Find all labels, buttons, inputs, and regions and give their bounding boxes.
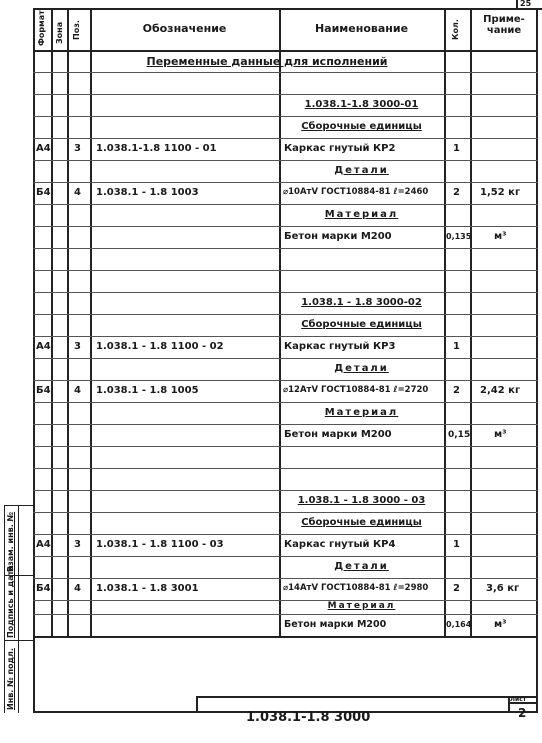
row-qty: 1 [453, 341, 460, 352]
row-qty: 0,164 [446, 620, 472, 629]
side-stamp-vzam: Взам. инв. № [6, 511, 15, 572]
row-designation: 1.038.1 - 1.8 1100 - 02 [96, 341, 224, 352]
col-line-6 [470, 8, 472, 636]
sheet-number: 2 [518, 706, 527, 720]
section-title: Переменные данные для исполнений [146, 55, 388, 68]
row-name: Каркас гнутый КР4 [284, 539, 396, 550]
row-designation: 1.038.1-1.8 1100 - 01 [96, 143, 217, 154]
row-name: ⌀12АтⅤ ГОСТ10884-81 ℓ=2720 [283, 385, 429, 395]
row-qty: 2 [453, 385, 460, 396]
parts-heading: Детали [334, 561, 389, 572]
row-format: Б4 [36, 187, 51, 198]
row-pos: 3 [74, 143, 81, 154]
row-note: м³ [494, 429, 507, 440]
document-code: 1.038.1-1.8 3000 [246, 710, 371, 725]
header-divider [33, 50, 538, 52]
assembly-heading: Сборочные единицы [301, 319, 422, 330]
header-pos: Поз. [72, 20, 81, 40]
row-note: 2,42 кг [480, 385, 521, 396]
row-note: 1,52 кг [480, 187, 521, 198]
col-line-1 [51, 8, 53, 636]
titleblock-left-stub [196, 696, 198, 713]
variant-heading: 1.038.1-1.8 3000-01 [304, 99, 419, 110]
row-designation: 1.038.1 - 1.8 1100 - 03 [96, 539, 224, 550]
row-pos: 4 [74, 187, 81, 198]
header-qty: Кол. [451, 19, 460, 40]
variant-heading: 1.038.1 - 1.8 3000 - 03 [297, 495, 426, 506]
row-qty: 0,135 [446, 232, 472, 241]
row-name: Бетон марки М200 [284, 231, 392, 242]
row-format: Б4 [36, 583, 51, 594]
row-name: ⌀14АтⅤ ГОСТ10884-81 ℓ=2980 [283, 583, 429, 593]
side-stamp-podpis: Подпись и дата [6, 565, 15, 638]
header-name: Наименование [314, 22, 409, 35]
row-pos: 4 [74, 583, 81, 594]
row-designation: 1.038.1 - 1.8 1003 [96, 187, 199, 198]
row-pos: 3 [74, 539, 81, 550]
header-note: Приме- чание [483, 14, 525, 36]
row-format: А4 [36, 539, 51, 550]
corner-page-number: 25 [520, 0, 532, 8]
titleblock-top [196, 696, 538, 698]
side-stamp-line-outer [4, 505, 5, 713]
row-pos: 3 [74, 341, 81, 352]
col-line-5 [444, 8, 446, 636]
side-stamp-inv: Инв. № подл. [6, 648, 15, 710]
col-line-3 [90, 8, 92, 636]
assembly-heading: Сборочные единицы [301, 517, 422, 528]
row-format: А4 [36, 143, 51, 154]
row-qty: 2 [453, 187, 460, 198]
header-format: Формат [37, 10, 46, 46]
col-line-2 [67, 8, 69, 636]
row-qty: 1 [453, 143, 460, 154]
row-qty: 0,15 [448, 430, 471, 440]
row-name: Каркас гнутый КР3 [284, 341, 396, 352]
frame-left [33, 8, 35, 713]
header-zone: Зона [55, 21, 64, 44]
table-bottom [33, 636, 538, 638]
row-format: А4 [36, 341, 51, 352]
row-qty: 1 [453, 539, 460, 550]
material-heading: Материал [324, 407, 399, 418]
row-note: 3,6 кг [486, 583, 520, 594]
row-name: Бетон марки М200 [284, 619, 387, 630]
frame-right [536, 8, 538, 713]
row-name: Каркас гнутый КР2 [284, 143, 396, 154]
material-heading: Материал [327, 601, 396, 611]
row-qty: 2 [453, 583, 460, 594]
row-designation: 1.038.1 - 1.8 3001 [96, 583, 199, 594]
row-designation: 1.038.1 - 1.8 1005 [96, 385, 199, 396]
sheet-label: Лист [510, 696, 527, 703]
side-stamp-line-inner [18, 505, 19, 713]
row-name: Бетон марки М200 [284, 429, 392, 440]
row-note: м³ [494, 231, 507, 242]
parts-heading: Детали [334, 165, 389, 176]
material-heading: Материал [324, 209, 399, 220]
row-pos: 4 [74, 385, 81, 396]
row-name: ⌀10АтⅤ ГОСТ10884-81 ℓ=2460 [283, 187, 429, 197]
parts-heading: Детали [334, 363, 389, 374]
header-designation: Обозначение [142, 22, 227, 35]
assembly-heading: Сборочные единицы [301, 121, 422, 132]
row-format: Б4 [36, 385, 51, 396]
row-note: м³ [494, 619, 507, 630]
frame-top [33, 8, 538, 10]
variant-heading: 1.038.1 - 1.8 3000-02 [301, 297, 422, 308]
